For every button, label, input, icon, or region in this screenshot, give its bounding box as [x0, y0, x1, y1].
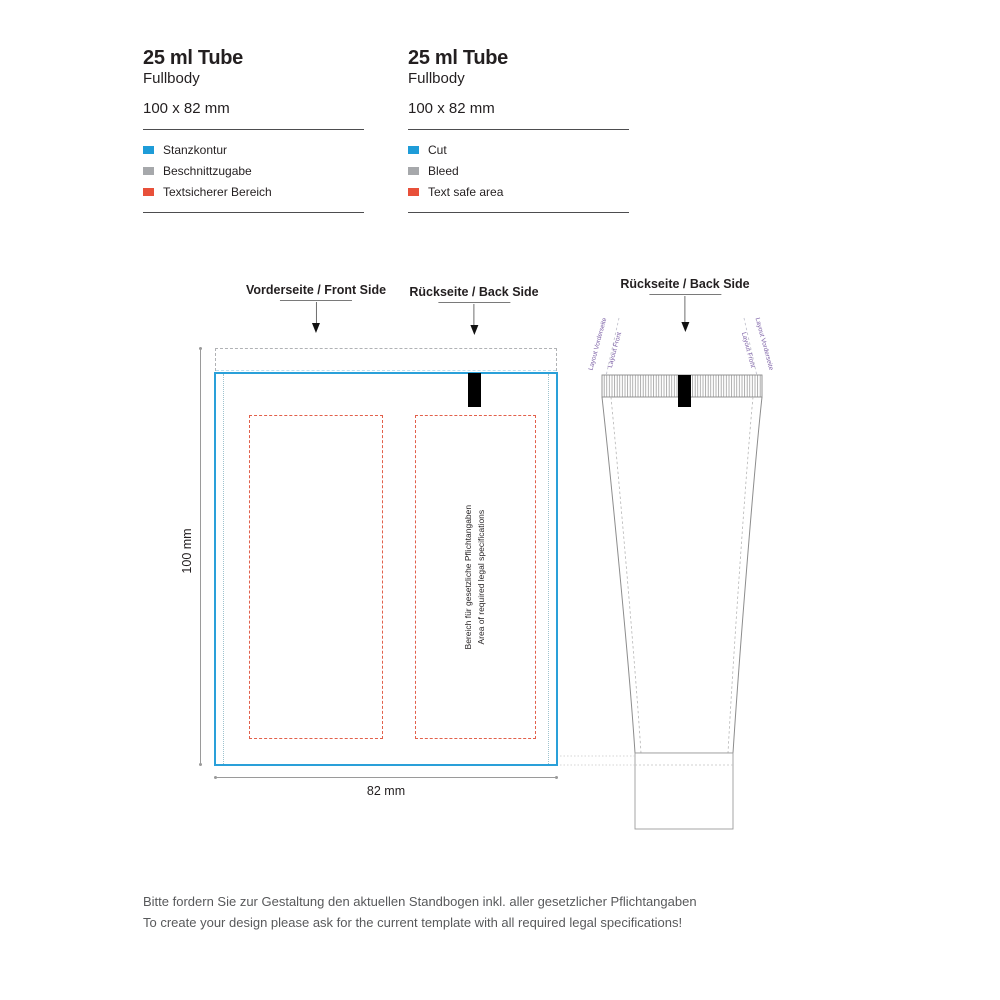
tube-body-right-edge: [733, 397, 762, 753]
pointer-underline: [438, 302, 510, 303]
legend-label: Stanzkontur: [163, 142, 228, 157]
dimension-endpoint: [555, 776, 558, 779]
dimension-endpoint: [199, 763, 202, 766]
tube-illustration: [560, 300, 805, 840]
legend-de: [143, 130, 364, 212]
layout-label-right-outer: Layout Vorderseite: [753, 316, 775, 372]
footer-note-de: Bitte fordern Sie zur Gestaltung den aktuellen Standbogen inkl. aller gesetzlicher Pflichtangaben: [143, 894, 697, 909]
cut-color-swatch: [143, 146, 154, 154]
page-title-de: 25 ml Tube: [143, 47, 243, 69]
legend-item-bleed: [143, 160, 364, 181]
cut-color-swatch: [408, 146, 419, 154]
seam-guide-left: [223, 374, 224, 764]
bleed-color-swatch: [408, 167, 419, 175]
legend-item-textsafe: [408, 181, 629, 202]
back-side-pointer: [409, 285, 538, 335]
seal-mark-tube: [678, 375, 691, 407]
legend-item-cut: [143, 139, 364, 160]
divider: [408, 212, 629, 213]
tube-layout-dash-right: [728, 397, 753, 753]
layout-label-left-inner: Layout Front: [606, 331, 624, 369]
bleed-color-swatch: [143, 167, 154, 175]
legend-label: Text safe area: [428, 184, 504, 199]
tube-cap: [635, 753, 733, 829]
bleed-fold-line: [216, 370, 556, 371]
layout-label-left-outer: Layout Vorderseite: [587, 316, 609, 372]
legend-label: Cut: [428, 142, 447, 157]
width-dimension-label: 82 mm: [366, 784, 406, 798]
seal-mark-dieline: [468, 373, 481, 407]
legal-area-note: [415, 415, 536, 739]
footer-note-en: To create your design please ask for the current template with all required legal specifications!: [143, 914, 683, 930]
front-side-pointer: [246, 283, 386, 333]
page-title-en: 25 ml Tube: [408, 47, 508, 69]
dimension-endpoint: [199, 347, 202, 350]
subtitle-de: Fullbody: [143, 70, 200, 87]
legend-item-cut: [408, 139, 629, 160]
legend-item-textsafe: [143, 181, 364, 202]
tube-body-left-edge: [602, 397, 635, 753]
pointer-underline: [280, 300, 352, 301]
front-side-label: Vorderseite / Front Side: [245, 283, 387, 297]
legend-item-bleed: [408, 160, 629, 181]
arrow-down-icon: [312, 323, 320, 333]
tube-layout-dash-left: [611, 397, 641, 753]
size-label-de: 100 x 82 mm: [143, 100, 230, 117]
legend-label: Bleed: [428, 163, 459, 178]
footer-note: [143, 892, 697, 934]
legend-en: [408, 130, 629, 212]
size-label-en: 100 x 82 mm: [408, 100, 495, 117]
text-safe-area-front: [249, 415, 383, 739]
width-dimension-line: [215, 777, 557, 778]
layout-label-right-inner: Layout Front: [739, 331, 757, 369]
back-side-label: Rückseite / Back Side: [409, 285, 539, 299]
dimension-endpoint: [214, 776, 217, 779]
header-block-de: [143, 48, 364, 213]
seam-guide-right: [548, 374, 549, 764]
legal-note-de: Bereich für gesetzliche Pflichtangaben: [463, 504, 474, 650]
header-block-en: [408, 48, 629, 213]
subtitle-en: Fullbody: [408, 70, 465, 87]
textsafe-color-swatch: [143, 188, 154, 196]
tube-back-side-label: Rückseite / Back Side: [620, 277, 750, 291]
height-dimension-line: [200, 348, 201, 765]
divider: [143, 212, 364, 213]
pointer-underline: [649, 294, 721, 295]
legend-label: Textsicherer Bereich: [163, 184, 272, 199]
legal-note-text: [462, 505, 488, 650]
arrow-stem: [315, 302, 316, 323]
legend-label: Beschnittzugabe: [163, 163, 252, 178]
textsafe-color-swatch: [408, 188, 419, 196]
arrow-down-icon: [470, 325, 478, 335]
arrow-stem: [473, 304, 474, 325]
legal-note-en: Area of required legal specifications: [476, 509, 487, 645]
height-dimension-label: 100 mm: [180, 528, 194, 574]
